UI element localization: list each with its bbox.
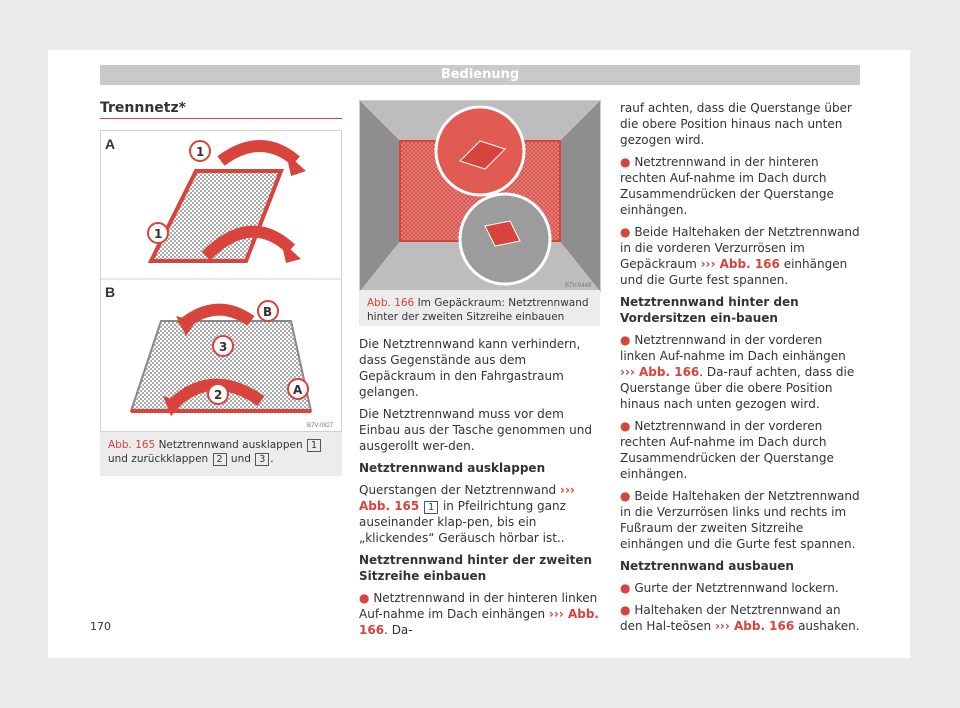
bullet-icon: ● — [620, 603, 631, 617]
right-b8a: Haltehaken der Netztrennwand an den Hal-teösen — [620, 603, 841, 633]
caption-165 — [100, 432, 342, 476]
caption-165-text4: . — [270, 453, 274, 465]
caption-166 — [359, 290, 600, 326]
figure-166-code: B7V-0449 — [565, 283, 592, 289]
caption-166-tag: Abb. 166 — [367, 297, 415, 309]
callout-b-3: 3 — [219, 340, 228, 354]
caption-165-text2: und zurückklappen — [108, 453, 209, 465]
right-bullet4 — [620, 332, 860, 412]
panel-a-letter: A — [105, 136, 116, 152]
bullet-icon: ● — [620, 419, 631, 433]
caption-165-tag: Abb. 165 — [108, 439, 156, 451]
ref-abb165[interactable]: ››› Abb. 165 — [359, 483, 575, 513]
ref-abb166-b[interactable]: ››› Abb. 166 — [700, 257, 780, 271]
figure-165-code: B7V-0827 — [307, 423, 334, 429]
right-b3a: Beide Haltehaken der Netztrennwand in die vorderen Verzurrösen im Gepäckraum — [620, 225, 860, 271]
right-b5: Netztrennwand in der vorderen rechten Auf-nahme im Dach durch Zusammendrücken der Querstange einhängen. — [620, 419, 834, 481]
right-b2: Netztrennwand in der hinteren rechten Auf-nahme im Dach durch Zusammendrücken der Querstange einhängen. — [620, 155, 834, 217]
figure-165 — [100, 130, 342, 432]
bullet-icon: ● — [620, 225, 631, 239]
right-column — [620, 100, 860, 640]
caption-165-n2: 2 — [213, 453, 227, 466]
middle-bullet1 — [359, 590, 601, 638]
right-bullet6 — [620, 488, 860, 552]
bullet-icon: ● — [620, 489, 631, 503]
middle-b1a: Netztrennwand in der hinteren linken Auf-nahme im Dach einhängen — [359, 591, 598, 621]
middle-p3n: 1 — [424, 501, 438, 514]
title-rule — [100, 118, 342, 119]
panel-b-letter: B — [105, 284, 116, 300]
right-b6: Beide Haltehaken der Netztrennwand in die Verzurrösen links und rechts im Fußraum der zweiten Sitzreihe einhängen und die Gurte fest spannen. — [620, 489, 860, 551]
right-b4a: Netztrennwand in der vorderen linken Auf-nahme im Dach einhängen — [620, 333, 846, 363]
right-bullet5 — [620, 418, 860, 482]
middle-p2: Die Netztrennwand muss vor dem Einbau aus der Tasche genommen und ausgerollt wer-den. — [359, 407, 592, 453]
figure-165-illustration — [101, 131, 341, 431]
right-b7: Gurte der Netztrennwand lockern. — [634, 581, 839, 595]
header-bar: Bedienung — [100, 65, 860, 85]
caption-165-n1: 1 — [307, 439, 321, 452]
right-bullet3 — [620, 224, 860, 288]
heading-ausbauen: Netztrennwand ausbauen — [620, 559, 794, 573]
caption-166-text: Im Gepäckraum: Netztrennwand hinter der zweiten Sitzreihe einbauen — [367, 297, 589, 323]
middle-column — [359, 336, 601, 644]
callout-a-1-bottom: 1 — [154, 227, 163, 241]
heading-vordersitze: Netztrennwand hinter den Vordersitzen ein-bauen — [620, 295, 799, 325]
caption-165-n3: 3 — [255, 453, 269, 466]
middle-p3 — [359, 482, 601, 546]
right-p0: rauf achten, dass die Querstange über die obere Position hinaus nach unten gezogen wird. — [620, 101, 852, 147]
bullet-icon: ● — [620, 155, 631, 169]
right-b4b: . Da-rauf achten, dass die Querstange über die obere Position hinaus nach unten gezogen wird. — [620, 365, 855, 411]
callout-b-letter-a: A — [293, 383, 303, 397]
figure-166-illustration — [360, 101, 600, 291]
middle-p3b: in Pfeilrichtung ganz auseinander klap-pen, bis ein „klickendes“ Geräusch hörbar ist.. — [359, 499, 566, 545]
page-number: 170 — [90, 620, 111, 633]
ref-abb166-d[interactable]: ››› Abb. 166 — [714, 619, 795, 633]
right-bullet2 — [620, 154, 860, 218]
middle-p3a: Querstangen der Netztrennwand — [359, 483, 557, 497]
middle-b1b: . Da- — [384, 623, 413, 637]
section-title: Trennnetz* — [100, 100, 186, 116]
right-b3b: einhängen und die Gurte fest spannen. — [620, 257, 848, 287]
bullet-icon: ● — [620, 333, 631, 347]
right-bullet8 — [620, 602, 860, 634]
callout-a-1-top: 1 — [196, 145, 205, 159]
ref-abb166-c[interactable]: ››› Abb. 166 — [620, 365, 700, 379]
bullet-icon: ● — [620, 581, 631, 595]
ref-abb166-a[interactable]: ››› Abb. 166 — [359, 607, 599, 637]
bullet-icon: ● — [359, 591, 370, 605]
caption-165-text1: Netztrennwand ausklappen — [158, 439, 303, 451]
right-bullet7 — [620, 580, 860, 596]
callout-b-letter-b: B — [263, 305, 273, 319]
heading-ausklappen: Netztrennwand ausklappen — [359, 461, 546, 475]
heading-zweite-sitzreihe: Netztrennwand hinter der zweiten Sitzreihe einbauen — [359, 553, 593, 583]
caption-165-text3: und — [230, 453, 251, 465]
callout-b-2: 2 — [214, 388, 223, 402]
figure-166 — [359, 100, 601, 292]
middle-p1: Die Netztrennwand kann verhindern, dass Gegenstände aus dem Gepäckraum in den Fahrgastraum gelangen. — [359, 337, 581, 399]
right-b8b: aushaken. — [798, 619, 860, 633]
